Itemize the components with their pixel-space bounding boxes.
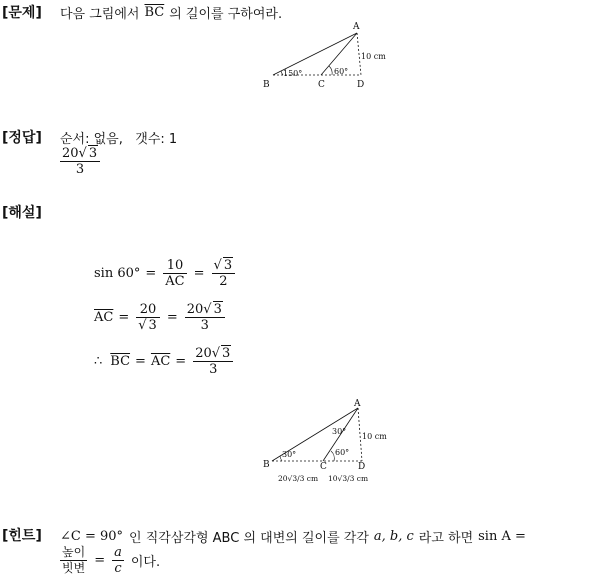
eq2-f2-rad: 3 [213, 302, 222, 317]
eq3-f-rad: 3 [222, 346, 231, 361]
eq1-lhs: sin 60° [94, 266, 141, 281]
figure-1 [255, 15, 400, 95]
fig2-label-B: B [263, 460, 270, 470]
fig2-angle-A: 30° [332, 427, 347, 436]
hint-angle: ∠C = 90° [60, 529, 124, 544]
eq1-f1-den: AC [165, 274, 185, 289]
eq1-f2-den: 2 [212, 273, 236, 289]
fig2-label-A: A [354, 399, 361, 409]
problem-text-after: 의 길이를 구하여라. [169, 7, 283, 22]
solution-eq1: sin 60° = $\frac{10}{AC}$ = $\frac{√ 3}{2}$ [94, 258, 237, 289]
hint-text2: 라고 하면 [418, 531, 474, 546]
fig1-angle-C: 60° [334, 67, 349, 76]
answer-num-coef: 20 [62, 146, 79, 161]
hint-line2: $\frac{\text{높이}}{\text{빗변}}$ = $\frac{a}{c}$ 이다. [62, 545, 161, 576]
hint-frac-den: 빗변 [62, 561, 86, 575]
fig1-label-D: D [357, 80, 365, 90]
eq2-f1-num: 20 [139, 302, 157, 317]
hint-vars: a, b, c [373, 529, 414, 544]
eq3-lhs: $\overline{BC}$ [110, 354, 131, 369]
hint-frac2-num: a [114, 545, 122, 560]
fig1-label-B: B [263, 80, 270, 90]
fig2-seg-CD: 10√3/3 cm [328, 474, 369, 483]
fig2-angle-C: 60° [335, 448, 350, 457]
hint-frac-num: 높이 [62, 545, 86, 559]
solution-label: [해설] [2, 205, 42, 221]
solution-eq2: $\overline{AC}$ = $\frac{20}{√ 3}$ = $\frac{20√ 3}{3}$ [94, 302, 227, 333]
eq2-f2-den: 3 [185, 317, 225, 333]
fig2-label-C: C [320, 462, 327, 472]
eq1-f1-num: 10 [166, 258, 184, 273]
fig2-seg-BC: 20√3/3 cm [278, 474, 319, 483]
hint-tail: 이다. [130, 555, 161, 570]
answer-label: [정답] [2, 130, 42, 146]
fig2-arc-C [331, 451, 334, 461]
fig2-side-label: 10 cm [362, 432, 387, 441]
problem-segment: $\overline{BC}$ [144, 5, 165, 20]
answer-num-rad: 3 [88, 146, 98, 161]
figure-2 [256, 397, 401, 492]
eq3-therefore: ∴ [94, 354, 103, 369]
eq3-mid: $\overline{AC}$ [150, 354, 171, 369]
problem-text-before: 다음 그림에서 [60, 7, 140, 22]
hint-label: [힌트] [2, 528, 42, 544]
problem-text [60, 3, 282, 22]
hint-text1: 인 직각삼각형 ABC 의 대변의 길이를 각각 [129, 531, 369, 546]
eq3-f-den: 3 [193, 361, 233, 377]
fig1-label-C: C [318, 80, 325, 90]
eq3-f-coef: 20 [195, 346, 212, 361]
answer-den: 3 [60, 161, 100, 177]
answer-value: $\frac{20√ 3}{3}$ [58, 146, 102, 177]
fig2-label-D: D [358, 462, 366, 472]
fig1-angle-B: 150° [283, 69, 303, 78]
fig2-angle-B: 30° [282, 450, 297, 459]
solution-eq3: ∴ $\overline{BC}$ = $\overline{AC}$ = $\frac{20√ 3}{3}$ [94, 346, 235, 377]
answer-meta: 순서: 없음, 갯수: 1 [60, 132, 178, 147]
problem-label: [문제] [2, 5, 42, 21]
hint-line1 [60, 527, 526, 546]
hint-frac2-den: c [112, 560, 124, 576]
arc-angle-C [329, 66, 332, 75]
eq2-f2-coef: 20 [186, 302, 204, 317]
hint-sinA: sin A = [478, 529, 526, 544]
fig1-side-label: 10 cm [361, 52, 386, 61]
eq2-f1-rad: 3 [148, 318, 157, 333]
eq1-f2-rad: 3 [223, 258, 233, 273]
eq2-lhs: $\overline{AC}$ [94, 310, 114, 325]
fig1-label-A: A [353, 22, 360, 32]
